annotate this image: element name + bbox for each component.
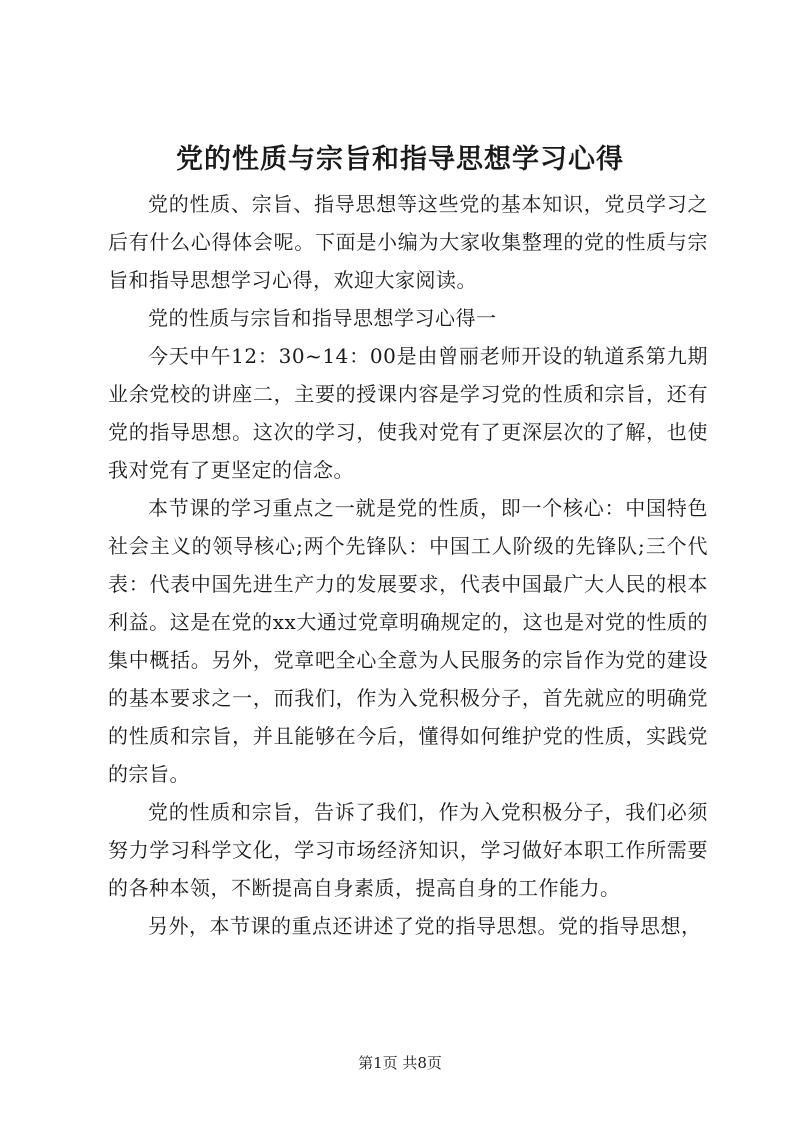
paragraph-guiding-thought: 另外，本节课的重点还讲述了党的指导思想。党的指导思想， — [148, 914, 702, 938]
document-body — [108, 185, 708, 945]
document-title: 党的性质与宗旨和指导思想学习心得 — [176, 144, 624, 175]
paragraph-lecture: 今天中午12：30~14：00是由曾丽老师开设的轨道系第九期业余党校的讲座二，主要的授课内容是学习党的性质和宗旨，还有党的指导思想。这次的学习，使我对党有了更深层次的了解，也使我对党有了更坚定的信念。 — [108, 344, 708, 482]
page-footer: 第1页 共8页 — [358, 1054, 442, 1072]
paragraph-nature: 本节课的学习重点之一就是党的性质，即一个核心：中国特色社会主义的领导核心;两个先锋队：中国工人阶级的先锋队;三个代表：代表中国先进生产力的发展要求，代表中国最广大人民的根本利益。这是在党的xx大通过党章明确规定的，这也是对党的性质的集中概括。另外，党章吧全心全意为人民服务的宗旨作为党的建设的基本要求之一，而我们，作为入党积极分子，首先就应的明确党的性质和宗旨，并且能够在今后，懂得如何维护党的性质，实践党的宗旨。 — [108, 496, 708, 786]
paragraph-purpose: 党的性质和宗旨，告诉了我们，作为入党积极分子，我们必须努力学习科学文化，学习市场经济知识，学习做好本职工作所需要的各种本领，不断提高自身素质，提高自身的工作能力。 — [108, 800, 708, 900]
paragraph-subtitle: 党的性质与宗旨和指导思想学习心得一 — [148, 306, 497, 330]
paragraph-intro: 党的性质、宗旨、指导思想等这些党的基本知识，党员学习之后有什么心得体会呢。下面是小编为大家收集整理的党的性质与宗旨和指导思想学习心得，欢迎大家阅读。 — [108, 192, 708, 292]
